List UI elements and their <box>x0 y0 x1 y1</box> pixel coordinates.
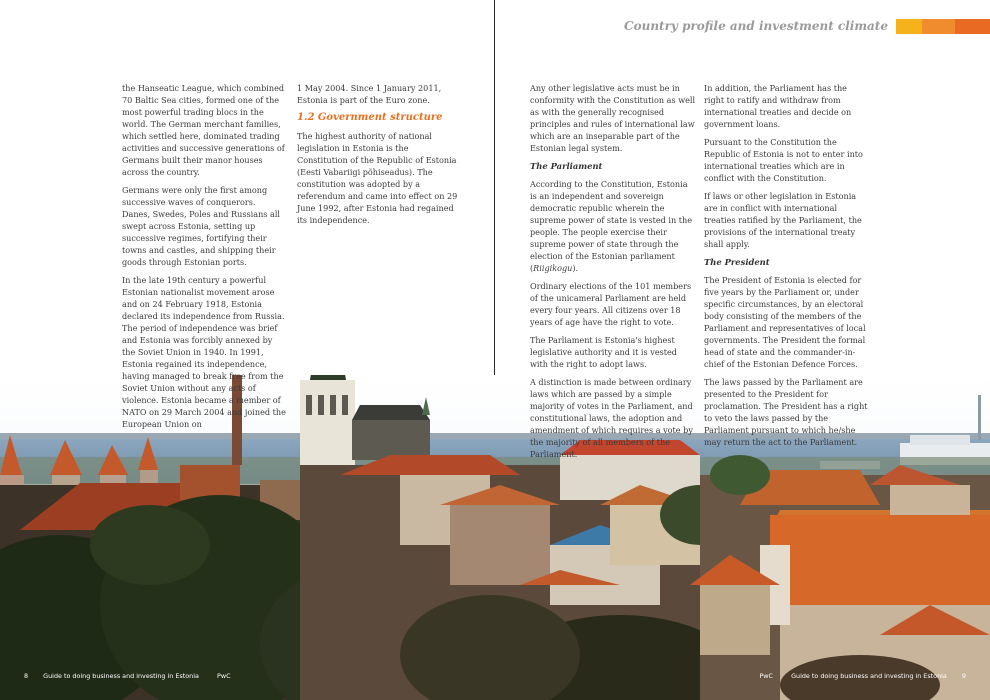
header-bar-yellow <box>896 19 922 34</box>
section-heading: 1.2 Government structure <box>297 112 443 123</box>
paragraph: Germans were only the first among successive waves of conquerors. Danes, Swedes, Poles and Russians all swept across Estonia, setting up successive regimes, fortifying their towns and castles, and shipping their goods through Estonian ports. <box>122 185 281 267</box>
column-3 <box>530 82 696 466</box>
paragraph: the Hanseatic League, which combined 70 Baltic Sea cities, formed one of the most powerful trading blocs in the world. The German merchant families, which settled here, dominated trading activities and successive generations of Germans built their manor houses across the country. <box>122 83 285 177</box>
paragraph: The laws passed by the Parliament are presented to the President for proclamation. The President has a right to veto the laws passed by the Parliament pursuant to which he/she may return the act to the Parliament. <box>704 377 868 447</box>
paragraph: If laws or other legislation in Estonia are in conflict with international treaties ratified by the Parliament, the provisions of the international treaty shall apply. <box>704 191 862 249</box>
paragraph: The highest authority of national legislation in Estonia is the Constitution of the Republic of Estonia (Eesti Vabariigi põhiseadus). The constitution was adopted by a referendum and came into effect on 29 June 1992, after Estonia had regained its independence. <box>297 131 458 225</box>
paragraph <box>530 178 696 274</box>
text-run: ). <box>572 263 579 273</box>
footer-right <box>759 672 966 680</box>
paragraph: 1 May 2004. Since 1 January 2011, Estonia is part of the Euro zone. <box>297 83 442 105</box>
footer-title-left: Guide to doing business and investing in Estonia <box>43 672 199 680</box>
running-head: Country profile and investment climate <box>624 19 888 33</box>
subheading-parliament: The Parliament <box>530 161 603 171</box>
column-2 <box>297 82 461 232</box>
header-bar-red <box>955 19 990 34</box>
footer-brand-right: PwC <box>759 672 773 680</box>
footer-title-right: Guide to doing business and investing in Estonia <box>791 672 947 680</box>
paragraph: The Parliament is Estonia's highest legislative authority and it is vested with the right to adopt laws. <box>530 335 677 369</box>
paragraph: The President of Estonia is elected for five years by the Parliament or, under specific circumstances, by an electoral body consisting of the members of the Parliament and representatives of local governments. The President the formal head of state and the commander-in-chief of the Estonian Defence Forces. <box>704 275 866 369</box>
subheading-president: The President <box>704 257 770 267</box>
header-bar-orange <box>922 19 955 34</box>
italic-term: Riigikogu <box>533 263 573 273</box>
paragraph: A distinction is made between ordinary laws which are passed by a simple majority of votes in the Parliament, and constitutional laws, the adoption and amendment of which requires a vote by the majority of all members of the Parliament. <box>530 377 693 459</box>
paragraph: Any other legislative acts must be in conformity with the Constitution as well as with the generally recognised principles and rules of international law which are an inseparable part of the Estonian legal system. <box>530 83 696 153</box>
page-number-left: 8 <box>24 672 29 680</box>
page-number-right: 9 <box>961 672 966 680</box>
paragraph: In the late 19th century a powerful Estonian nationalist movement arose and on 24 February 1918, Estonia declared its independence from Russia. The period of independence was brief and Estonia was forcibly annexed by the Soviet Union in 1940. In 1991, Estonia regained its independence, having managed to break free from the Soviet Union without any acts of violence. Estonia became a member of NATO on 29 March 2004 and joined the European Union on <box>122 275 286 429</box>
column-1 <box>122 82 286 436</box>
footer-left <box>24 672 231 680</box>
footer-brand-left: PwC <box>217 672 231 680</box>
paragraph: Pursuant to the Constitution the Republic of Estonia is not to enter into international treaties which are in conflict with the Constitution. <box>704 137 863 183</box>
text-run: According to the Constitution, Estonia is an independent and sovereign democratic republic wherein the supreme power of state is vested in the people. The people exercise their supreme power of state through the election of the Estonian parliament ( <box>530 179 693 273</box>
paragraph: Ordinary elections of the 101 members of the unicameral Parliament are held every four years. All citizens over 18 years of age have the right to vote. <box>530 281 692 327</box>
column-4 <box>704 82 868 454</box>
paragraph: In addition, the Parliament has the right to ratify and withdraw from international treaties and decide on government loans. <box>704 83 852 129</box>
